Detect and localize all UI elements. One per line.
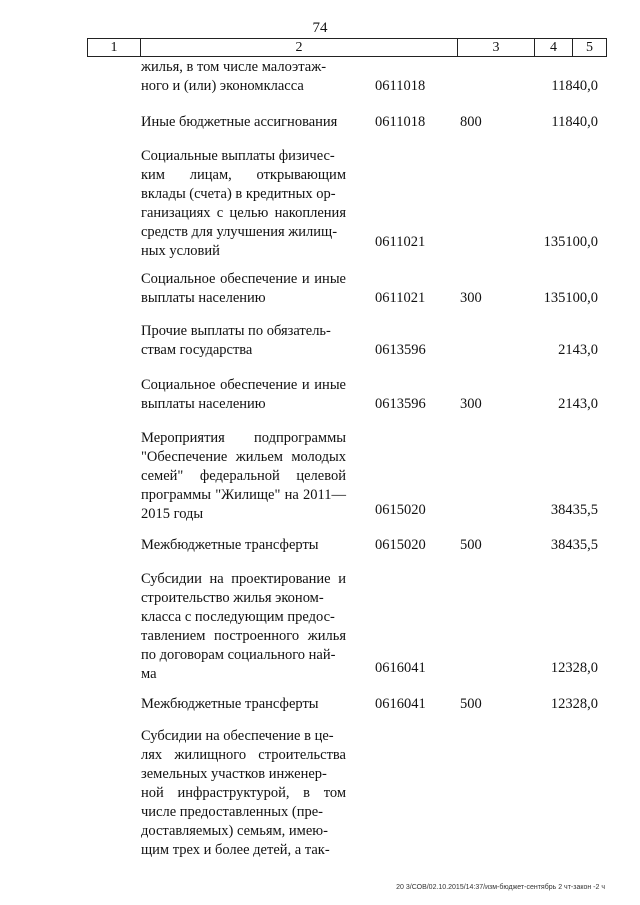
row-name: Иные бюджетные ассигнования: [141, 114, 338, 130]
row-name: Межбюджетные трансферты: [141, 696, 319, 712]
row-name: Субсидии на обеспечение в це- лях жилищного строительства земельных участков инженер- ной инфраструктурой, в том числе предоставленных (пре- доставляемых) семьям, имею- щим трех и более детей, а так-: [141, 728, 346, 858]
page-number: 74: [312, 20, 328, 36]
row-code: 0613596: [375, 342, 426, 358]
row-type: 500: [460, 537, 482, 553]
row-name: Социальное обеспечение и иные выплаты населению: [141, 271, 346, 306]
row-amount: 135100,0: [543, 234, 598, 250]
row-amount: 38435,5: [550, 502, 598, 518]
row-type: 300: [460, 290, 482, 306]
row-type: 500: [460, 696, 482, 712]
row-type: 300: [460, 396, 482, 412]
row-amount: 2143,0: [558, 342, 598, 358]
row-amount: 11840,0: [551, 114, 598, 130]
row-code: 0611018: [375, 78, 426, 94]
row-name: Социальные выплаты физичес- ким лицам, открывающим вклады (счета) в кредитных ор- ганизациях с целью накопления средств для улучшения жилищ- ных условий: [141, 148, 346, 259]
row-name: Социальное обеспечение и иные выплаты населению: [141, 377, 346, 412]
column-header-5: 5: [586, 40, 593, 55]
row-code: 0611021: [375, 290, 426, 306]
column-header-1: 1: [88, 39, 141, 56]
row-type: 800: [460, 114, 482, 130]
row-code: 0616041: [375, 660, 426, 676]
column-header-4: 4: [535, 39, 573, 56]
row-amount: 38435,5: [550, 537, 598, 553]
table-header: [87, 38, 607, 57]
row-name: Мероприятия подпрограммы "Обеспечение жильем молодых семей" федеральной целевой программы "Жилище" на 2011—2015 годы: [141, 430, 346, 522]
footer-note: 20 3/СОВ/02.10.2015/14:37/изм-бюджет-сентябрь 2 чт-закон -2 ч: [396, 884, 605, 891]
row-code: 0611021: [375, 234, 426, 250]
row-amount: 2143,0: [558, 396, 598, 412]
row-amount: 12328,0: [550, 660, 598, 676]
row-name: Прочие выплаты по обязатель- ствам государства: [141, 323, 331, 358]
row-code: 0611018: [375, 114, 426, 130]
row-amount: 11840,0: [551, 78, 598, 94]
column-header-2: 2: [141, 39, 458, 56]
row-name: жилья, в том числе малоэтаж- ного и (или) экономкласса: [141, 59, 327, 94]
row-code: 0613596: [375, 396, 426, 412]
row-name: Субсидии на проектирование и строительство жилья эконом- класса с последующим предос- тавлением построенного жилья по договорам социального най- ма: [141, 571, 346, 682]
row-code: 0615020: [375, 537, 426, 553]
row-code: 0615020: [375, 502, 426, 518]
column-header-3: 3: [458, 39, 535, 56]
row-amount: 135100,0: [543, 290, 598, 306]
row-amount: 12328,0: [550, 696, 598, 712]
row-code: 0616041: [375, 696, 426, 712]
row-name: Межбюджетные трансферты: [141, 537, 319, 553]
